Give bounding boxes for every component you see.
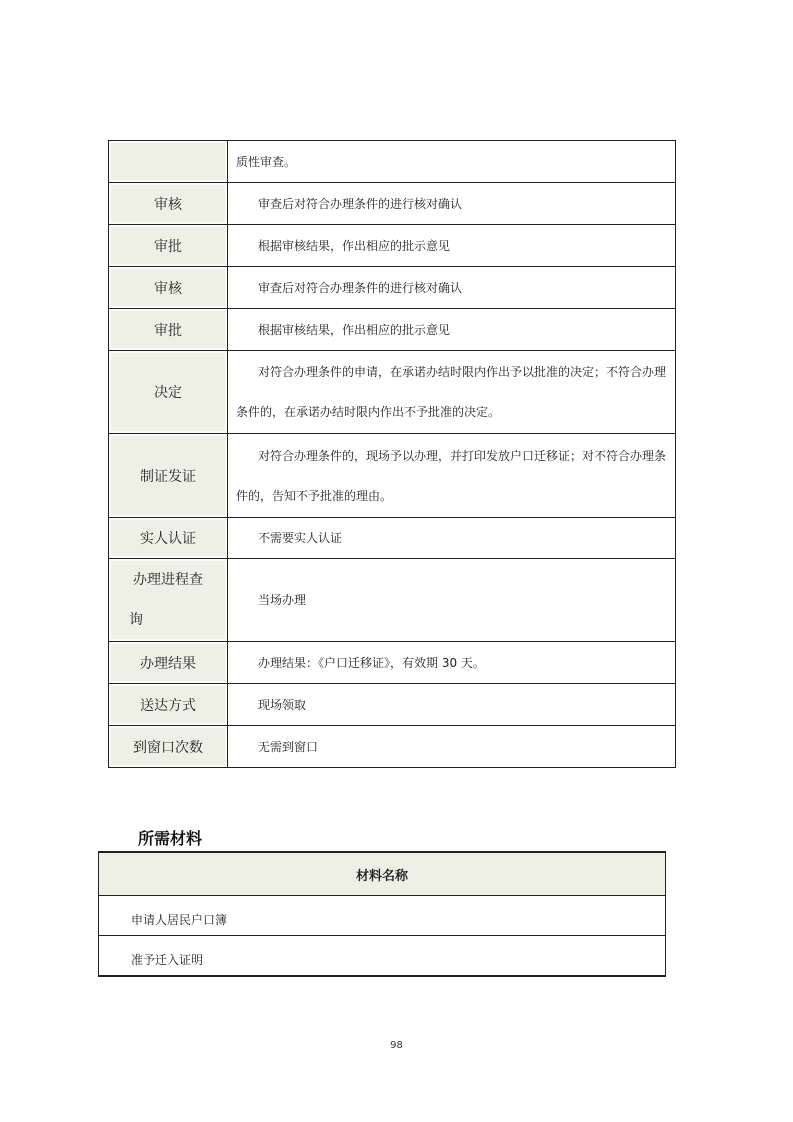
table-row xyxy=(99,936,666,976)
row-content xyxy=(228,267,676,309)
table-header-row xyxy=(99,852,666,896)
row-content-line: 不需要实人认证 xyxy=(258,531,343,545)
page-number: 98 xyxy=(390,1040,403,1051)
row-label-line: 询 xyxy=(129,612,143,628)
row-content xyxy=(228,141,676,183)
row-content xyxy=(228,684,676,726)
row-content-line: 当场办理 xyxy=(258,593,307,607)
table-row xyxy=(109,726,676,768)
row-content xyxy=(228,559,676,642)
row-content-line: 办理结果：《户口迁移证》，有效期 30 天。 xyxy=(258,655,485,670)
row-content-line: 对符合办理条件的申请，在承诺办结时限内作出予以批准的决定；不符合办理 xyxy=(258,365,667,379)
table-row xyxy=(109,309,676,351)
row-content-line: 审查后对符合办理条件的进行核对确认 xyxy=(258,280,463,295)
row-label: 审批 xyxy=(109,309,228,351)
column-header: 材料名称 xyxy=(99,852,666,896)
materials-table xyxy=(98,851,666,977)
row-label: 制证发证 xyxy=(109,434,228,518)
row-label xyxy=(109,141,228,183)
row-content xyxy=(228,351,676,434)
section-title: 所需材料 xyxy=(138,829,203,848)
row-label-line: 办理进程查 xyxy=(133,572,203,588)
table-row xyxy=(99,896,666,936)
row-content xyxy=(228,518,676,559)
row-content-line: 审查后对符合办理条件的进行核对确认 xyxy=(258,196,463,211)
row-content-line: 根据审核结果，作出相应的批示意见 xyxy=(258,322,451,337)
row-label: 审核 xyxy=(109,183,228,225)
row-label: 审批 xyxy=(109,225,228,267)
table-row xyxy=(109,518,676,559)
table-row xyxy=(109,141,676,183)
row-content xyxy=(228,225,676,267)
row-content-line: 对符合办理条件的，现场予以办理，并打印发放户口迁移证；对不符合办理条 xyxy=(258,448,667,463)
row-content-line: 根据审核结果，作出相应的批示意见 xyxy=(258,238,451,253)
table-row xyxy=(109,183,676,225)
row-content xyxy=(228,309,676,351)
row-content-line: 质性审查。 xyxy=(236,154,297,169)
material-item: 申请人居民户口簿 xyxy=(99,896,666,936)
row-label: 到窗口次数 xyxy=(109,726,228,768)
table-row xyxy=(109,434,676,518)
table-row xyxy=(109,559,676,642)
row-content-line: 条件的，在承诺办结时限内作出不予批准的决定。 xyxy=(236,405,501,419)
table-row xyxy=(109,225,676,267)
row-label: 实人认证 xyxy=(109,518,228,559)
row-label xyxy=(109,559,228,642)
row-content-line: 无需到窗口 xyxy=(258,739,319,754)
table-row xyxy=(109,351,676,434)
row-content xyxy=(228,642,676,684)
material-item: 准予迁入证明 xyxy=(99,936,666,976)
row-label: 送达方式 xyxy=(109,684,228,726)
row-content xyxy=(228,726,676,768)
table-row xyxy=(109,684,676,726)
row-content xyxy=(228,434,676,518)
row-content-line: 件的，告知不予批准的理由。 xyxy=(236,488,393,503)
row-label: 审核 xyxy=(109,267,228,309)
row-content xyxy=(228,183,676,225)
table-row xyxy=(109,642,676,684)
row-content-line: 现场领取 xyxy=(258,697,307,712)
row-label: 办理结果 xyxy=(109,642,228,684)
procedure-table xyxy=(108,140,676,768)
table-row xyxy=(109,267,676,309)
row-label: 决定 xyxy=(109,351,228,434)
